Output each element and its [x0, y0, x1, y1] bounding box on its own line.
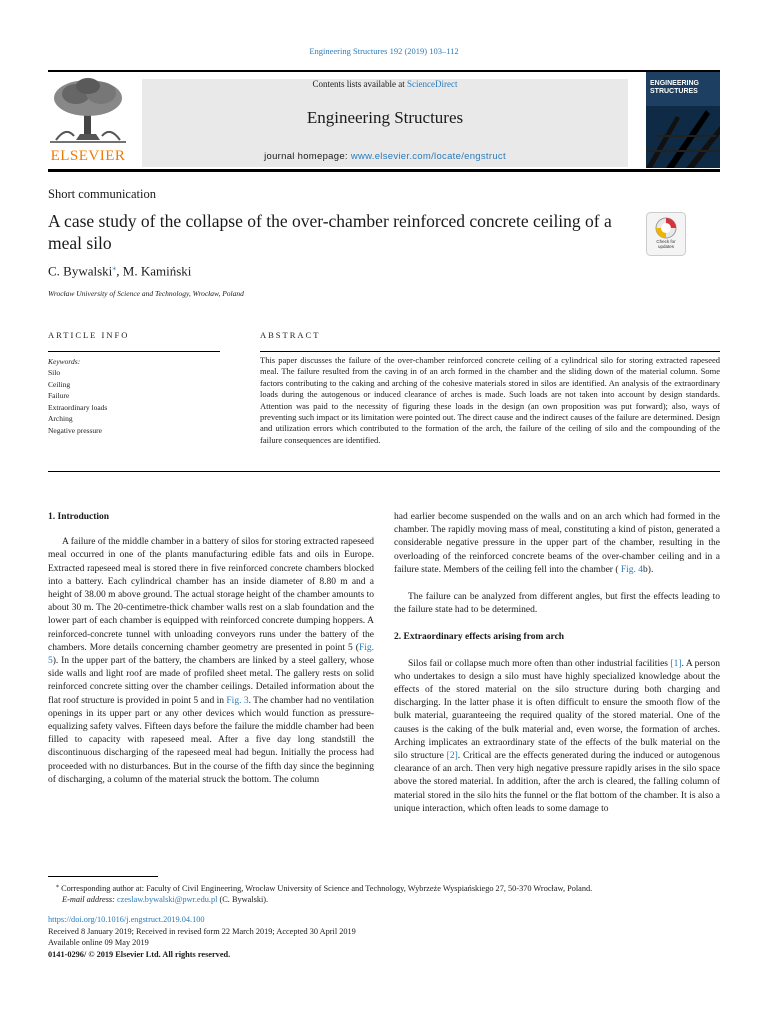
received-dates: Received 8 January 2019; Received in revised form 22 March 2019; Accepted 30 April 2019: [48, 926, 356, 936]
author-name[interactable]: , M. Kamiński: [116, 263, 192, 279]
elsevier-tree-logo: [46, 76, 130, 146]
section-heading-introduction: 1. Introduction: [48, 512, 110, 522]
section-heading-arch-effects: 2. Extraordinary effects arising from arch: [394, 632, 565, 643]
article-info-rule: [48, 351, 220, 352]
crossmark-icon: [646, 212, 686, 256]
journal-reference[interactable]: Engineering Structures 192 (2019) 103–112: [309, 46, 459, 56]
abstract-rule: [260, 351, 720, 352]
reference-link[interactable]: [1]: [670, 658, 682, 669]
corresponding-author-mark[interactable]: ⁎: [112, 263, 117, 272]
abstract-bottom-rule: [48, 471, 720, 472]
keyword: Silo: [48, 368, 61, 377]
abstract-heading: ABSTRACT: [260, 330, 321, 340]
figure-link[interactable]: Fig. 4: [620, 564, 644, 575]
email-link[interactable]: czeslaw.bywalski@pwr.edu.pl: [117, 895, 218, 905]
paragraph-continued: had earlier become suspended on the walls and on an arch which had formed in the chamber. The rapidly moving mass of meal, constituting a kind of piston, generated a considerable negative pressure in the upper part of the chamber, resulting in the overloading of the reinforced concrete beams of the over-chamber ceiling and in a failure state. Members of the ceiling fell into the chamber ( Fig. 4b).: [394, 512, 720, 575]
header-top-rule: [48, 70, 720, 72]
article-title: A case study of the collapse of the over-chamber reinforced concrete ceiling of a meal silo: [48, 211, 612, 253]
publication-info: [48, 914, 720, 960]
author-name[interactable]: C. Bywalski: [48, 263, 113, 279]
crossmark-label: Check for updates: [656, 239, 676, 249]
article-type: Short communication: [48, 187, 156, 201]
journal-homepage-link[interactable]: www.elsevier.com/locate/engstruct: [350, 151, 506, 162]
reference-link[interactable]: [2]: [446, 751, 458, 762]
keywords-label: Keywords:: [48, 357, 81, 366]
cover-title: ENGINEERING STRUCTURES: [650, 80, 700, 95]
paragraph: Silos fail or collapse much more often than other industrial facilities [1]. A person who undertakes to design a silo must have highly specialized knowledge about the effects of the stored material on the silo structure during both charging and discharging. In the latter phase it is often difficult to ensure the smooth flow of the bulk material, guaranteeing the required quality of the stored material. One of the causes is the caking of the bulk material and, even worse, the formation of arches. Arching implicates an extraordinary state of the effects of the bulk material on the silo structure [2]. Critical are the effects generated during the induced or autogenous clearance of an arch. Then very high negative pressure rapidly arises in the silo space above the stored material. In addition, after the arch is cleared, the falling column of material stored in the silo hits the funnel or the flat bottom of the chamber. It is also a unique interaction, which often leads to some damage to: [394, 658, 720, 814]
journal-cover-image[interactable]: [646, 72, 720, 168]
contents-line: Contents lists available at ScienceDirect: [312, 79, 458, 89]
paragraph: The failure can be analyzed from different angles, but first the effects leading to the failure state had to be determined.: [394, 592, 720, 616]
corresponding-author-footnote: ⁎ Corresponding author at: Faculty of Civil Engineering, Wrocław University of Science and Technology, Wybrzeże Wyspiańskiego 27, 50-370 Wrocław, Poland. E-mail address: czeslaw.bywalski@pwr.edu.pl (C. Bywalski).: [56, 883, 593, 905]
figure-link[interactable]: Fig. 5: [48, 642, 374, 667]
affiliation: Wrocław University of Science and Technology, Wrocław, Poland: [48, 289, 244, 298]
article-info-heading: ARTICLE INFO: [48, 330, 130, 340]
sciencedirect-link[interactable]: ScienceDirect: [407, 79, 458, 89]
journal-homepage-line: journal homepage: www.elsevier.com/locate/engstruct: [264, 151, 506, 162]
body-right-column: [394, 511, 720, 816]
authors: [48, 263, 191, 279]
keyword: Extraordinary loads: [48, 402, 108, 412]
elsevier-wordmark: ELSEVIER: [50, 148, 126, 164]
abstract-text: This paper discusses the failure of the over-chamber reinforced concrete ceiling of a cylindrical silo for storing extracted rapeseed meal. The failure resulted from the caving in of an arch formed in the chamber and the sliding down of the material column. Some factors contributing to the caking and arching of the cohesive materials stored in silos are identified. An analysis of the extraordinary loads during the autogenous or induced clearance of arches is made. Such loads are not taken into account by design standards. Attention was paid to the necessity of figuring these loads in the design (an own proposition was put forward); also, ways of preventing such impact or its limitation were pointed out. The direct cause and the indirect causes of the failure are determined. Design and utilization errors which contributed to the formation of the arch, the failure of the ceiling of silo and the compounding of the failure consequences are identified.: [260, 355, 720, 445]
keyword: Ceiling: [48, 379, 71, 389]
keyword: Negative pressure: [48, 425, 102, 435]
keyword: Failure: [48, 391, 70, 400]
doi-link[interactable]: https://doi.org/10.1016/j.engstruct.2019.04.100: [48, 915, 205, 924]
header-bottom-rule: [48, 169, 720, 172]
keyword: Arching: [48, 414, 73, 423]
body-left-column: [48, 511, 374, 787]
copyright: 0141-0296/ © 2019 Elsevier Ltd. All rights reserved.: [48, 949, 231, 959]
check-for-updates-badge[interactable]: [646, 212, 686, 256]
journal-title: Engineering Structures: [306, 108, 464, 127]
footnote-rule: [48, 876, 158, 877]
paragraph: A failure of the middle chamber in a battery of silos for storing extracted rapeseed meal occurred in one of the plants manufacturing edible fats and oils in Europe. Extracted rapeseed meal is stored there in five reinforced concrete chambers blocked into a battery. Each cylindrical chamber has an inside diameter of 8.80 m and a height of 38.00 m above ground. The actual storage height of the chamber amounts to about 30 m. The 20-centimetre-thick chamber walls rest on a slab foundation and the lower part of each chamber is equipped with reinforced concrete dumping hoppers. A reinforced-concrete tunnel with unloading conveyors runs under the battery of the chambers. More details concerning chamber geometry are presented in point 5 (Fig. 5). In the upper part of the battery, the chambers are linked by a steel gallery, whose side walls and light roof are made of profiled sheet metal. The gallery rests on solid reinforced concrete sitting over the chamber ceilings. Detailed information about the flat roof structure is provided in point 5 and in Fig. 3. The chamber had no ventilation openings in its upper part or any other devices which would function as pressure-equalizing safety valves. Fifteen days before the failure the middle chamber had been filled to capacity with rapeseed meal. After a five day long standstill the discontinuous discharging of the rapeseed meal had begun. Initially the process had proceeded with no disturbances. But in the course of the fifth day since the beginning of discharging, a column of the material struck the bottom. The column: [48, 537, 374, 785]
cover-structure-icon: [646, 106, 720, 168]
available-online: Available online 09 May 2019: [48, 938, 149, 947]
keywords-list: [48, 367, 107, 436]
figure-link[interactable]: Fig. 3: [226, 695, 249, 706]
